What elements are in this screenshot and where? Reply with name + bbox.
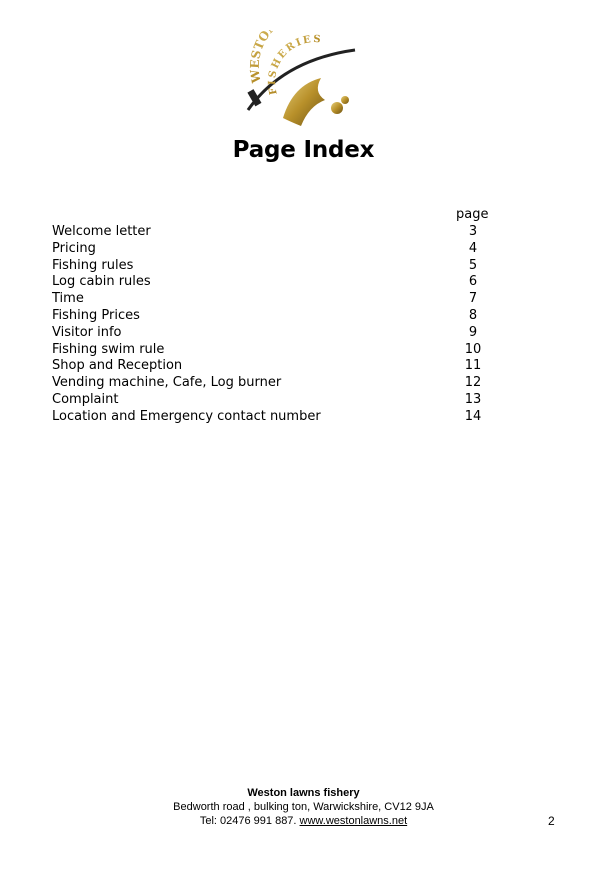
logo-arc-text: WESTO [247, 30, 273, 84]
page-number: 2 [548, 814, 555, 828]
toc-title: Time [52, 291, 84, 307]
footer-contact [0, 814, 607, 828]
footer-address: Bedworth road , bulking ton, Warwickshire, CV12 9JA [173, 801, 434, 813]
toc-page: 13 [464, 391, 482, 407]
fishery-logo [243, 30, 367, 130]
toc-row [52, 308, 512, 325]
toc-page: 8 [468, 307, 478, 323]
toc-row [52, 241, 512, 258]
toc-page: 14 [464, 408, 482, 424]
toc-row [52, 224, 512, 241]
toc-title: Location and Emergency contact number [52, 408, 321, 424]
toc-page: 11 [464, 358, 482, 374]
footer-telephone: Tel: 02476 991 887. [199, 815, 300, 827]
footer-business-name: Weston lawns fishery [247, 787, 360, 799]
toc-row [52, 392, 512, 409]
toc-row [52, 358, 512, 375]
footer-website-link[interactable]: www.westonlawns.net [299, 815, 408, 827]
toc-title: Log cabin rules [52, 274, 151, 290]
toc-title: Welcome letter [52, 224, 151, 239]
toc-page: 5 [468, 257, 478, 273]
page-title: Page Index [232, 137, 375, 163]
toc-title: Fishing rules [52, 257, 134, 273]
toc-page: 10 [464, 341, 482, 357]
page-footer [0, 786, 607, 828]
logo-sub-text: FISHERIES [267, 33, 323, 96]
toc-row [52, 258, 512, 275]
toc-page: 9 [468, 324, 478, 340]
toc-page: 7 [468, 291, 478, 307]
toc-title: Visitor info [52, 324, 122, 340]
toc-title: Vending machine, Cafe, Log burner [52, 375, 282, 391]
table-of-contents [52, 224, 512, 426]
toc-row [52, 274, 512, 291]
toc-row [52, 409, 512, 426]
toc-page: 3 [468, 224, 478, 239]
toc-title: Complaint [52, 391, 119, 407]
toc-title: Shop and Reception [52, 358, 183, 374]
toc-title: Fishing Prices [52, 307, 140, 323]
toc-title: Pricing [52, 240, 96, 256]
toc-page: 4 [468, 240, 478, 256]
toc-row [52, 325, 512, 342]
toc-row [52, 375, 512, 392]
toc-row [52, 342, 512, 359]
fish-logo-icon [243, 30, 367, 130]
toc-row [52, 291, 512, 308]
toc-page: 6 [468, 274, 478, 290]
toc-title: Fishing swim rule [52, 341, 165, 357]
page-column-header: page [456, 207, 489, 222]
toc-page: 12 [464, 375, 482, 391]
